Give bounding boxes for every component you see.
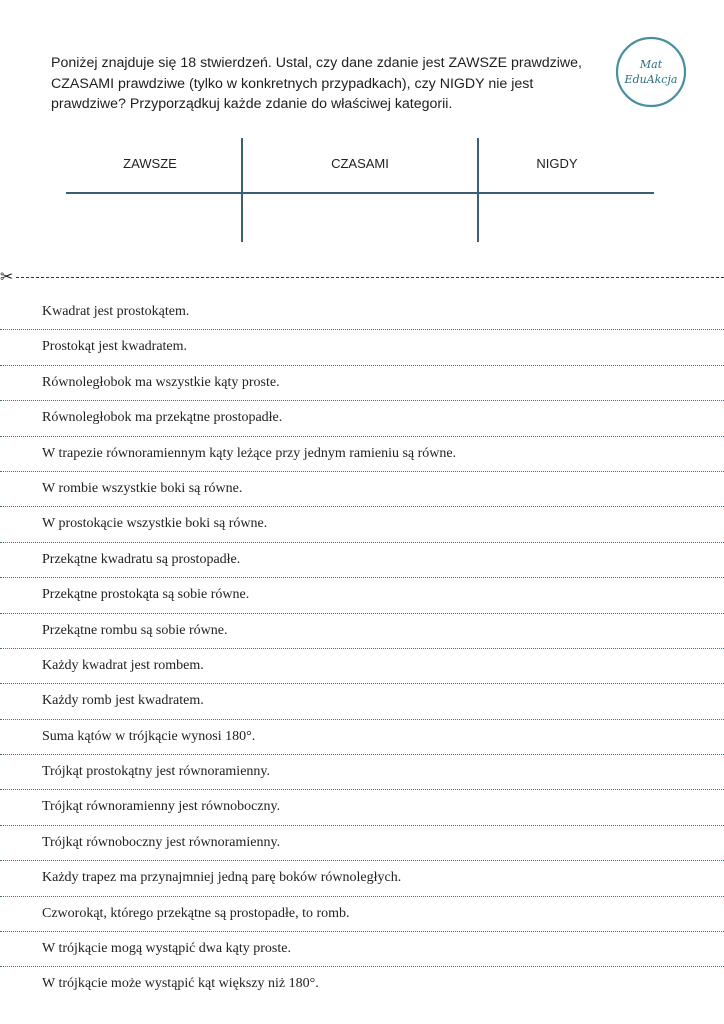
statement-row — [0, 649, 724, 684]
instructions-text: Poniżej znajduje się 18 stwierdzeń. Ustal, czy dane zdanie jest ZAWSZE prawdziwe, CZASAMI prawdziwe (tylko w konkretnych przypadkach), czy NIGDY nie jest prawdziwe? Przyporządkuj każde zdanie do właściwej kategorii. — [51, 55, 582, 112]
cut-line — [0, 267, 724, 286]
statement-text: Suma kątów w trójkącie wynosi 180°. — [42, 728, 256, 744]
statement-row — [0, 330, 724, 365]
statement-row — [0, 684, 724, 719]
category-table — [0, 0, 724, 250]
category-sometimes: CZASAMI — [331, 156, 389, 171]
statements-list — [0, 295, 724, 1003]
logo-line2: EduAkcja — [624, 73, 678, 86]
statement-text: Czworokąt, którego przekątne są prostopadłe, to romb. — [42, 905, 350, 921]
statement-text: Każdy trapez ma przynajmniej jedną parę boków równoległych. — [42, 870, 402, 886]
table-horizontal-line — [66, 192, 654, 194]
logo-line1: Mat — [639, 58, 663, 71]
statement-text: Każdy kwadrat jest rombem. — [42, 657, 204, 673]
statement-text: Równoległobok ma przekątne prostopadłe. — [42, 410, 283, 426]
statement-text: W prostokącie wszystkie boki są równe. — [42, 516, 268, 532]
statement-text: Kwadrat jest prostokątem. — [42, 304, 190, 319]
statement-row — [0, 614, 724, 649]
statement-row — [0, 967, 724, 1002]
statement-text: Przekątne prostokąta są sobie równe. — [42, 587, 250, 603]
statement-row — [0, 861, 724, 896]
statement-row — [0, 578, 724, 613]
statement-row — [0, 472, 724, 507]
statement-text: Trójkąt prostokątny jest równoramienny. — [42, 764, 270, 780]
statement-text: Przekątne rombu są sobie równe. — [42, 622, 228, 638]
statement-text: W trójkącie mogą wystąpić dwa kąty proste. — [42, 941, 291, 957]
table-divider-1 — [241, 138, 243, 242]
statement-row — [0, 755, 724, 790]
table-divider-2 — [477, 138, 479, 242]
statement-row — [0, 295, 724, 330]
statement-row — [0, 366, 724, 401]
statement-row — [0, 720, 724, 755]
statement-row — [0, 437, 724, 472]
category-never: NIGDY — [536, 156, 578, 171]
statement-row — [0, 401, 724, 436]
statement-text: W trójkącie może wystąpić kąt większy niż 180°. — [42, 976, 319, 992]
statement-text: Trójkąt równoboczny jest równoramienny. — [42, 834, 281, 850]
statement-row — [0, 897, 724, 932]
statement-text: Równoległobok ma wszystkie kąty proste. — [42, 374, 280, 390]
category-always: ZAWSZE — [123, 156, 177, 171]
dashed-line — [16, 277, 724, 278]
statement-text: W rombie wszystkie boki są równe. — [42, 480, 243, 496]
statement-text: W trapezie równoramiennym kąty leżące przy jednym ramieniu są równe. — [42, 445, 457, 461]
statement-text: Przekątne kwadratu są prostopadłe. — [42, 551, 241, 567]
statement-row — [0, 507, 724, 542]
statement-row — [0, 826, 724, 861]
statement-text: Trójkąt równoramienny jest równoboczny. — [42, 799, 281, 815]
statement-text: Każdy romb jest kwadratem. — [42, 693, 204, 709]
statement-row — [0, 543, 724, 578]
scissors-icon: ✂ — [0, 267, 14, 286]
statement-row — [0, 932, 724, 967]
statement-row — [0, 790, 724, 825]
statement-text: Prostokąt jest kwadratem. — [42, 339, 188, 355]
